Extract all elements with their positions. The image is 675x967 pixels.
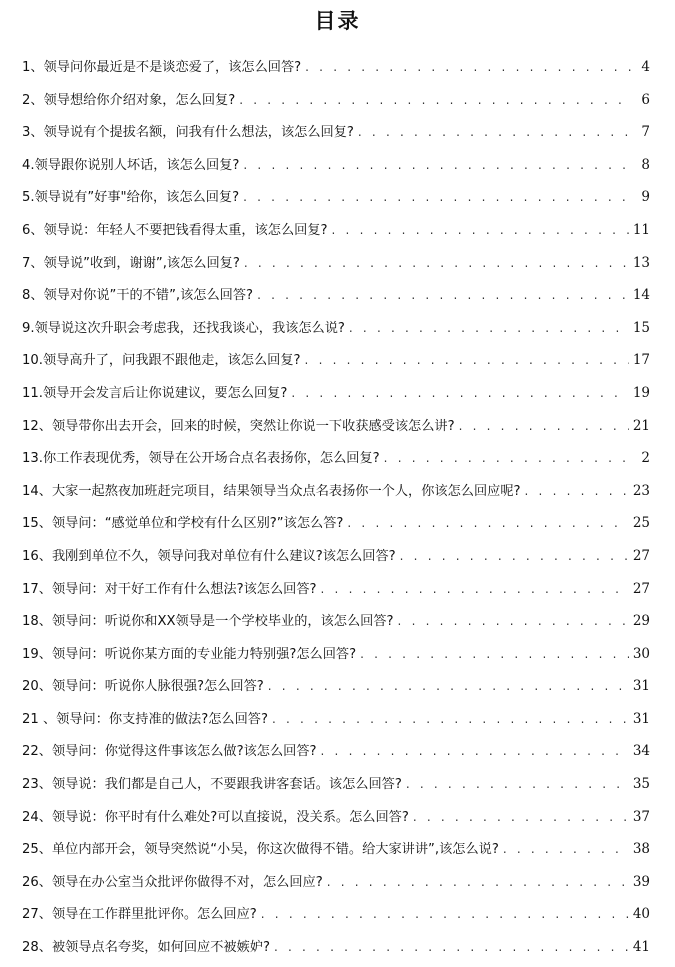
toc-entry-title: 16、我刚到单位不久，领导问我对单位有什么建议?该怎么回答? xyxy=(22,548,396,564)
toc-entry-title: 14、大家一起熬夜加班赶完项目，结果领导当众点名表扬你一个人，你该怎么回应呢? xyxy=(22,483,521,499)
toc-page-number: 39 xyxy=(632,873,650,890)
toc-dot-leader xyxy=(400,543,629,569)
toc-dot-leader xyxy=(413,804,629,830)
toc-page-number: 17 xyxy=(632,352,650,369)
toc-dot-leader xyxy=(358,119,632,145)
toc-entry[interactable] xyxy=(22,152,650,185)
toc-entry-title: 24、领导说：你平时有什么难处?可以直接说，没关系。怎么回答? xyxy=(22,809,409,825)
toc-entry[interactable] xyxy=(22,869,650,902)
toc-entry[interactable] xyxy=(22,87,650,120)
toc-entry[interactable] xyxy=(22,217,650,250)
toc-page-number: 38 xyxy=(632,841,650,858)
toc-entry-title: 17、领导问：对干好工作有什么想法?该怎么回答? xyxy=(22,581,317,597)
toc-page-number: 15 xyxy=(632,319,650,336)
toc-entry[interactable] xyxy=(22,901,650,934)
toc-entry-title: 7、领导说”收到，谢谢”,该怎么回复? xyxy=(22,255,240,271)
toc-entry[interactable] xyxy=(22,543,650,576)
toc-page-number: 13 xyxy=(632,254,650,271)
toc-dot-leader xyxy=(503,836,629,862)
toc-entry-title: 8、领导对你说”干的不错”,该怎么回答? xyxy=(22,288,254,304)
toc-page-number: 29 xyxy=(632,613,650,630)
toc-entry-title: 26、领导在办公室当众批评你做得不对，怎么回应? xyxy=(22,874,323,890)
toc-dot-leader xyxy=(257,282,629,308)
toc-entry[interactable] xyxy=(22,641,650,674)
toc-page-number: 27 xyxy=(632,547,650,564)
toc-entry-title: 27、领导在工作群里批评你。怎么回应? xyxy=(22,907,257,923)
toc-page-number: 8 xyxy=(641,156,650,173)
toc-entry[interactable] xyxy=(22,119,650,152)
toc-page-number: 27 xyxy=(632,580,650,597)
toc-entry[interactable] xyxy=(22,934,650,967)
toc-entry-title: 20、领导问：听说你人脉很强?怎么回答? xyxy=(22,679,264,695)
toc-entry-title: 15、领导问：“感觉单位和学校有什么区别?”该怎么答? xyxy=(22,516,344,532)
toc-entry-title: 2、领导想给你介绍对象，怎么回复? xyxy=(22,92,236,108)
toc-page-number: 30 xyxy=(632,645,650,662)
toc-entry[interactable] xyxy=(22,315,650,348)
toc-entry-title: 9.领导说这次升职会考虑我，还找我谈心，我该怎么说? xyxy=(22,320,345,336)
toc-dot-leader xyxy=(244,250,629,276)
toc-entry-title: 10.领导高升了，问我跟不跟他走，该怎么回复? xyxy=(22,353,301,369)
table-of-contents xyxy=(22,54,650,967)
toc-entry[interactable] xyxy=(22,347,650,380)
toc-entry-title: 1、领导问你最近是不是谈恋爱了，该怎么回答? xyxy=(22,60,302,75)
toc-page-number: 4 xyxy=(641,59,650,75)
toc-entry-title: 5.领导说有”好事"给你，该怎么回复? xyxy=(22,190,240,206)
toc-dot-leader xyxy=(459,413,629,439)
toc-page-number: 37 xyxy=(632,808,650,825)
toc-dot-leader xyxy=(243,184,632,210)
toc-dot-leader xyxy=(327,869,629,895)
toc-dot-leader xyxy=(384,445,632,471)
toc-entry-title: 18、领导问：听说你和XX领导是一个学校毕业的，该怎么回答? xyxy=(22,614,394,630)
toc-page-number: 11 xyxy=(632,221,650,238)
toc-entry[interactable] xyxy=(22,738,650,771)
toc-page-number: 34 xyxy=(632,743,650,760)
toc-entry[interactable] xyxy=(22,673,650,706)
toc-dot-leader xyxy=(291,380,628,406)
toc-dot-leader xyxy=(239,87,632,113)
toc-page-number: 6 xyxy=(641,91,650,108)
toc-dot-leader xyxy=(525,478,629,504)
toc-entry-title: 12、领导带你出去开会，回来的时候，突然让你说一下收获感受该怎么讲? xyxy=(22,418,455,434)
toc-entry[interactable] xyxy=(22,836,650,869)
toc-entry[interactable] xyxy=(22,184,650,217)
toc-dot-leader xyxy=(360,641,629,667)
toc-dot-leader xyxy=(347,510,628,536)
toc-entry[interactable] xyxy=(22,413,650,446)
page-title: 目录 xyxy=(314,9,361,33)
toc-entry-title: 22、领导问：你觉得这件事该怎么做?该怎么回答? xyxy=(22,744,317,760)
toc-entry-title: 3、领导说有个提拔名额，问我有什么想法，该怎么回复? xyxy=(22,125,354,141)
toc-dot-leader xyxy=(261,901,629,927)
toc-page-number: 2 xyxy=(641,450,650,467)
toc-dot-leader xyxy=(332,217,629,243)
toc-dot-leader xyxy=(268,673,629,699)
toc-dot-leader xyxy=(406,771,629,797)
toc-entry[interactable] xyxy=(22,576,650,609)
toc-entry-title: 19、领导问：听说你某方面的专业能力特别强?怎么回答? xyxy=(22,646,357,662)
toc-entry-title: 6、领导说：年轻人不要把钱看得太重，该怎么回复? xyxy=(22,222,328,238)
toc-page-number: 40 xyxy=(632,906,650,923)
toc-dot-leader xyxy=(272,706,629,732)
toc-page-number: 14 xyxy=(632,287,650,304)
toc-entry[interactable] xyxy=(22,250,650,283)
toc-entry[interactable] xyxy=(22,706,650,739)
toc-dot-leader xyxy=(349,315,629,341)
toc-entry-title: 28、被领导点名夸奖，如何回应不被嫉妒? xyxy=(22,940,270,956)
toc-dot-leader xyxy=(305,54,632,80)
toc-page-number: 23 xyxy=(632,482,650,499)
toc-entry[interactable] xyxy=(22,771,650,804)
toc-entry-title: 21 、领导问：你支持准的做法?怎么回答? xyxy=(22,711,268,727)
toc-entry[interactable] xyxy=(22,445,650,478)
toc-entry[interactable] xyxy=(22,804,650,837)
toc-page-number: 9 xyxy=(641,189,650,206)
toc-entry[interactable] xyxy=(22,380,650,413)
toc-entry-title: 13.你工作表现优秀，领导在公开场合点名表扬你，怎么回复? xyxy=(22,451,380,467)
toc-entry[interactable] xyxy=(22,478,650,511)
toc-dot-leader xyxy=(398,608,629,634)
toc-page-number: 35 xyxy=(632,776,650,793)
toc-entry-title: 4.领导跟你说别人坏话，该怎么回复? xyxy=(22,157,240,173)
toc-dot-leader xyxy=(321,576,629,602)
toc-entry-title: 25、单位内部开会，领导突然说“小吴，你这次做得不错。给大家讲讲”,该怎么说? xyxy=(22,842,499,858)
toc-entry[interactable] xyxy=(22,54,650,87)
toc-entry[interactable] xyxy=(22,282,650,315)
toc-page-number: 25 xyxy=(632,515,650,532)
toc-dot-leader xyxy=(321,738,629,764)
toc-entry[interactable] xyxy=(22,608,650,641)
toc-page-number: 31 xyxy=(632,710,650,727)
toc-page-number: 7 xyxy=(641,124,650,141)
toc-dot-leader xyxy=(305,347,629,373)
toc-page-number: 31 xyxy=(632,678,650,695)
toc-entry-title: 23、领导说：我们都是自己人，不要跟我讲客套话。该怎么回答? xyxy=(22,777,402,793)
toc-entry[interactable] xyxy=(22,510,650,543)
toc-page-number: 19 xyxy=(632,384,650,401)
toc-dot-leader xyxy=(243,152,632,178)
toc-dot-leader xyxy=(274,934,629,960)
toc-entry-title: 11.领导开会发言后让你说建议，要怎么回复? xyxy=(22,385,288,401)
toc-page-number: 21 xyxy=(632,417,650,434)
toc-page-number: 41 xyxy=(632,939,650,956)
